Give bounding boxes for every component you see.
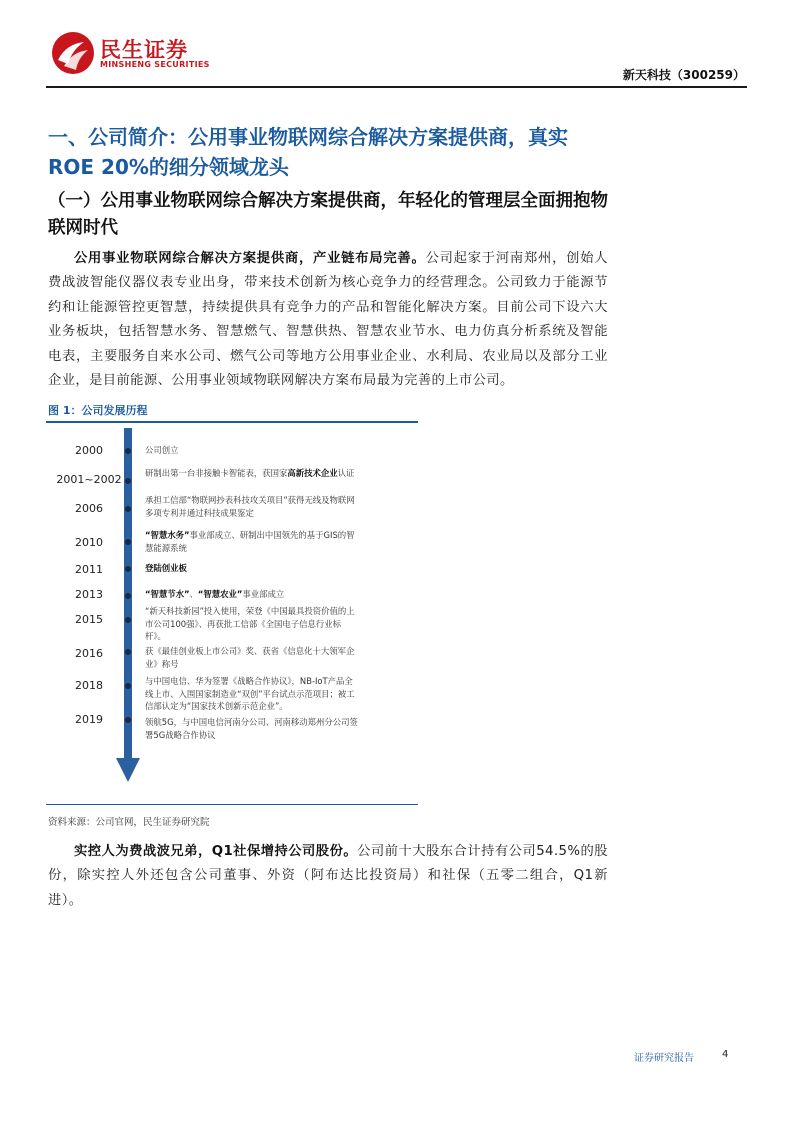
logo-text-cn: 民生证券 (100, 38, 188, 62)
timeline-year: 2015 (75, 613, 103, 626)
timeline-event (145, 588, 360, 601)
footer-report-label: 证券研究报告 (634, 1053, 694, 1064)
timeline-event-text: 公司创立 (145, 445, 179, 455)
timeline-event (145, 675, 360, 713)
timeline-event-highlight: “智慧农业” (197, 589, 243, 599)
timeline-event (145, 529, 360, 554)
timeline-year: 2006 (75, 502, 103, 515)
section-heading: 一、公司简介：公用事业物联网综合解决方案提供商，真实ROE 20%的细分领域龙头 (48, 125, 568, 179)
timeline-event-highlight: “智慧节水” (145, 589, 190, 599)
page-number: 4 (722, 1049, 729, 1060)
timeline-event-text: 、 (189, 589, 198, 599)
timeline-event-highlight: “智慧水务” (145, 530, 190, 540)
logo-text-en: MINSHENG SECURITIES (100, 60, 210, 69)
timeline-event-text: 事业部成立 (242, 589, 285, 599)
header-divider (46, 86, 747, 88)
timeline-event-text: 领航5G，与中国电信河南分公司、河南移动郑州分公司签署5G战略合作协议 (145, 717, 358, 740)
timeline-year: 2019 (75, 713, 103, 726)
timeline-year: 2010 (75, 536, 103, 549)
timeline-event (145, 645, 360, 670)
shareholder-lead: 实控人为费战波兄弟，Q1社保增持公司股份。 (74, 844, 358, 859)
timeline-year: 2013 (75, 588, 103, 601)
intro-lead: 公用事业物联网综合解决方案提供商，产业链布局完善。 (74, 251, 426, 266)
timeline-year: 2011 (75, 563, 103, 576)
timeline-event (145, 716, 360, 741)
timeline-year: 2001~2002 (56, 473, 122, 486)
subsection-heading: （一）公用事业物联网综合解决方案提供商，年轻化的管理层全面拥抱物联网时代 (48, 191, 608, 238)
timeline-event-text: 认证 (337, 468, 355, 478)
timeline-arrowhead (116, 758, 140, 782)
timeline-year: 2000 (75, 444, 103, 457)
timeline-event-text: “新天科技新园”投入使用，荣登《中国最具投资价值的上市公司100强》、再获批工信部《全国电子信息行业标杆》。 (145, 606, 355, 641)
minsheng-logo-icon (50, 30, 96, 76)
figure-top-rule (46, 421, 418, 423)
figure-source: 资料来源：公司官网，民生证券研究院 (48, 817, 210, 828)
timeline-event (145, 467, 360, 480)
timeline-event-highlight: 高新技术企业 (287, 468, 338, 478)
intro-paragraph (48, 247, 608, 393)
timeline-event (145, 444, 360, 457)
timeline-event (145, 494, 360, 519)
timeline-event-text: 承担工信部“物联网抄表科技攻关项目”获得无线及物联网多项专利并通过科技成果鉴定 (145, 495, 355, 518)
figure-title: 图 1：公司发展历程 (48, 404, 148, 417)
timeline-event (145, 562, 360, 575)
shareholder-body: 公司前十大股东合计持有公司54.5%的股份，除实控人外还包含公司董事、外资（阿布达比投资局）和社保（五零二组合，Q1新进）。 (48, 844, 608, 908)
timeline-event-highlight: 登陆创业板 (145, 563, 187, 573)
timeline-event (145, 605, 360, 643)
timeline-event-text: 事业部成立、研制出中国领先的基于GIS的智慧能源系统 (145, 530, 355, 553)
timeline-year: 2016 (75, 647, 103, 660)
timeline-event-text: 研制出第一台非接触卡智能表，获国家 (145, 468, 288, 478)
intro-body: 公司起家于河南郑州，创始人费战波智能仪器仪表专业出身，带来技术创新为核心竞争力的经营理念。公司致力于能源节约和让能源管控更智慧，持续提供具有竞争力的产品和智能化解决方案。目前公司下设六大业务板块，包括智慧水务、智慧燃气、智慧供热、智慧农业节水、电力仿真分析系统及智能电表，主要服务自来水公司、燃气公司等地方公用事业企业、水利局、农业局以及部分工业企业，是目前能源、公用事业领域物联网解决方案布局最为完善的上市公司。 (48, 251, 609, 389)
timeline-event-text: 与中国电信、华为签署《战略合作协议》，NB-IoT产品全线上市、入围国家制造业“双创”平台试点示范项目；被工信部认定为“国家技术创新示范企业”。 (145, 676, 355, 711)
timeline-year: 2018 (75, 679, 103, 692)
timeline-event-text: 获《最佳创业板上市公司》奖、获省《信息化十大领军企业》称号 (145, 646, 355, 669)
company-ticker: 新天科技（300259） (622, 68, 745, 82)
shareholder-paragraph (48, 840, 608, 913)
figure-bottom-rule (46, 804, 418, 805)
